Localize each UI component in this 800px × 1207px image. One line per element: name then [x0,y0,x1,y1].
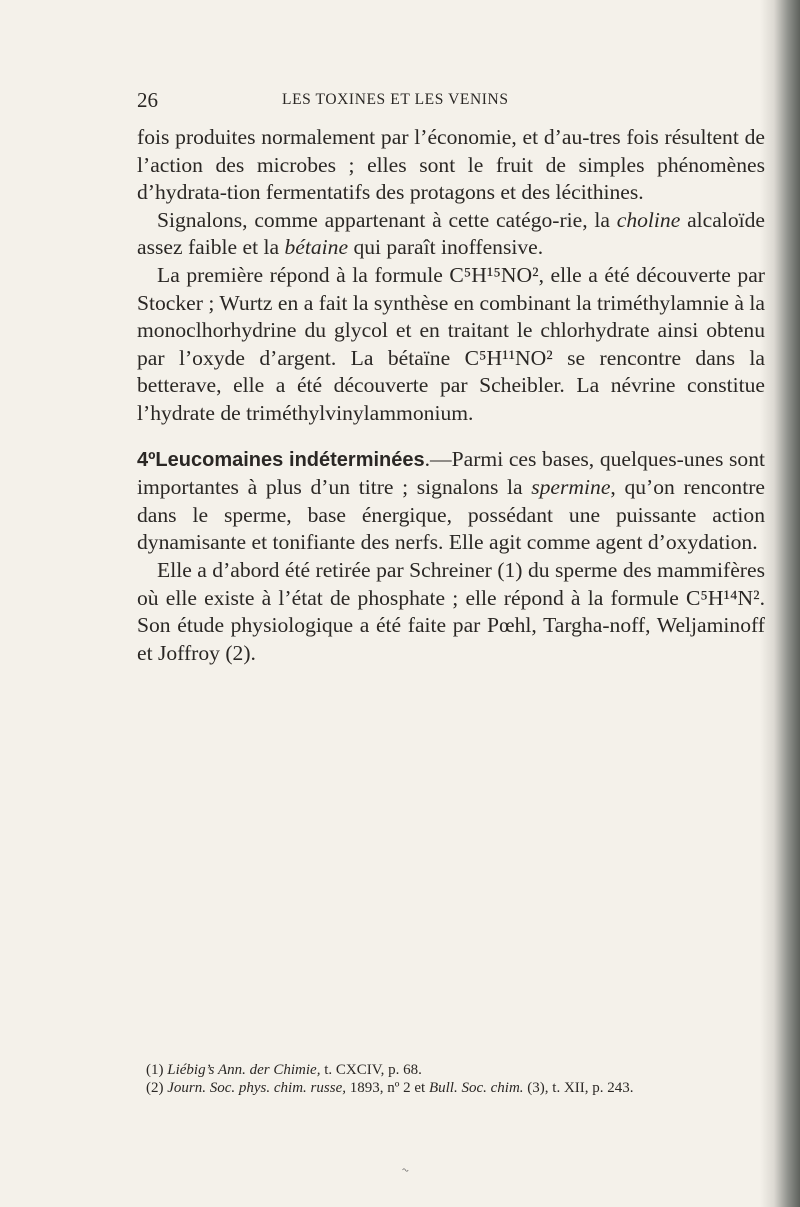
paragraph-gap [137,428,765,446]
paragraph-4 [137,446,765,557]
footnote-ref: t. CXCIV, p. 68. [320,1062,422,1078]
page-number: 26 [137,88,158,112]
stray-mark: ~ [399,1162,411,1178]
running-title: LES TOXINES ET LES VENINS [282,91,509,108]
paragraph-3: La première répond à la formule C⁵H¹⁵NO², elle a été découverte par Stocker ; Wurtz en a fait la synthèse en combinant la triméthylamnie à la monoclhorhydrine du glycol et en traitant le chlorhydrate ainsi obtenu par l’oxyde d’argent. La bétaïne C⁵H¹¹NO² se rencontre dans la betterave, elle a été découverte par Scheibler. La névrine constitue l’hydrate de triméthylvinylammonium. [137,262,765,425]
footnote-number: (2) [146,1080,168,1096]
footnote-ref-end: (3), t. XII, p. 243. [523,1080,634,1096]
footnote-source: Journ. Soc. phys. chim. russe, [167,1080,346,1096]
paragraph-1: fois produites normalement par l’économie, et d’au-tres fois résultent de l’action des microbes ; elles sont le fruit de simples phénomènes d’hydrata-tion fermentatifs des protagons et des lécithines. [137,125,765,205]
text-span: .—Parmi ces bases, quelques-unes sont importantes à plus d’un titre ; signalons la [137,446,765,500]
term-choline: choline [616,207,681,232]
text-span: , qu’on rencontre dans le sperme, base énergique, possédant une puissante action dynamisante et tonifiante des nerfs. Elle agit comme agent d’oxydation. [137,475,766,555]
page-edge-shadow [760,0,800,1207]
footnote-source-2: Bull. Soc. chim. [428,1080,524,1096]
main-text [137,124,765,667]
paragraph-5: Elle a d’abord été retirée par Schreiner (1) du sperme des mammifères où elle existe à l’état de phosphate ; elle répond à la formule C⁵H¹⁴N². Son étude physiologique a été faite par Pœhl, Targha-noff, Weljaminoff et Joffroy (2). [137,557,765,665]
footnote-2 [137,1079,765,1097]
page-header [0,88,800,118]
footnote-number: (1) [146,1062,168,1078]
paragraph-2 [137,207,765,262]
term-spermine: spermine [531,475,611,500]
footnote-1 [137,1061,765,1079]
footnote-ref: 1893, nº 2 et [345,1080,429,1096]
text-span: qui paraît inoffensive. [348,235,544,260]
term-betaine: bétaine [284,235,349,260]
text-span: Signalons, comme appartenant à cette catégo-rie, la [157,207,617,232]
footnote-source: Liébig’s Ann. der Chimie, [167,1062,321,1078]
footnotes [137,1061,765,1097]
section-heading: 4ºLeucomaines indéterminées [137,448,425,471]
text-span: alcaloïde assez faible et la [137,207,765,260]
